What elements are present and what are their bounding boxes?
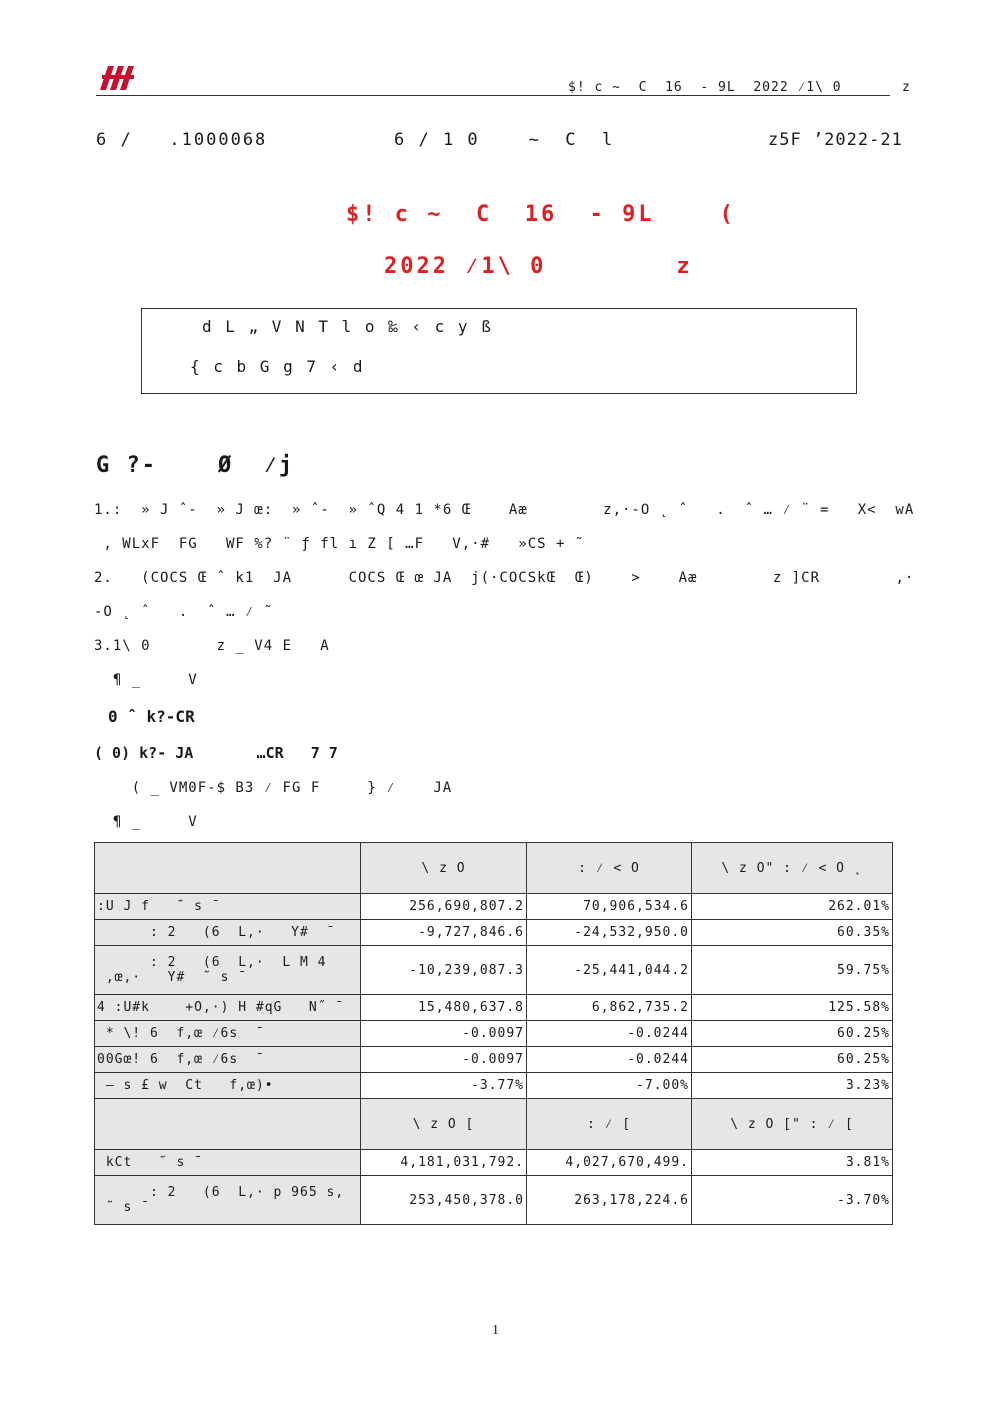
table-cell-label: : 2 (6 L,· p 965 s, ˜ s ˉ — [95, 1176, 361, 1225]
table-cell-cur: -0.0097 — [361, 1047, 527, 1073]
table-header-cell: \ z O [" : ⁄ [ — [692, 1099, 893, 1150]
announcement-number: z5F ’2022-21 — [768, 130, 903, 150]
document-title-line2: 2022 ⁄1\ 0 z — [384, 254, 693, 279]
table-cell-label: 00Gœ! 6 f,œ ⁄6s ˉ — [95, 1047, 361, 1073]
table-row — [95, 1073, 893, 1099]
paragraph-1-line1: 1.: » J ˆ- » J œ: » ˆ- » ˆQ 4 1 *6 Œ Aæ z,·-O ˛ ˆ . ˆ … ⁄ ¨ = X< wA — [94, 502, 915, 518]
table-row — [95, 1021, 893, 1047]
table-cell-cur: -3.77% — [361, 1073, 527, 1099]
unit-note-1: ¶ _ V — [94, 672, 198, 688]
table-cell-chg: 59.75% — [692, 946, 893, 995]
table-cell-prev: -0.0244 — [527, 1047, 692, 1073]
stock-name: 6 / 1 0 ~ C l — [394, 130, 615, 150]
disclaimer-line1: d L „ V N T l o ‰ ‹ c y ß — [202, 317, 493, 336]
table-cell-cur: -0.0097 — [361, 1021, 527, 1047]
table-description: ( _ VM0F-$ B3 ⁄ FG F } ⁄ JA — [94, 780, 453, 796]
table-header-cell: \ z O [ — [361, 1099, 527, 1150]
table-cell-chg: 262.01% — [692, 894, 893, 920]
table-cell-label: — s £ w Ct f,œ)• — [95, 1073, 361, 1099]
paragraph-1-line2: , WLxF FG WF %? ¨ ƒ fl ı Z [ …F V,·# »CS + ˜ — [94, 536, 585, 552]
table-cell-cur: 15,480,637.8 — [361, 995, 527, 1021]
table-cell-prev: 6,862,735.2 — [527, 995, 692, 1021]
table-cell-chg: 125.58% — [692, 995, 893, 1021]
table-cell-prev: -24,532,950.0 — [527, 920, 692, 946]
table-cell-chg: 60.25% — [692, 1047, 893, 1073]
header-divider — [96, 95, 890, 96]
paragraph-3: 3.1\ 0 z _ V4 E A — [94, 638, 330, 654]
table-cell-label: : 2 (6 L,· L M 4 ,œ,· Y# ˜ s ˉ — [95, 946, 361, 995]
table-row — [95, 995, 893, 1021]
table-cell-cur: -10,239,087.3 — [361, 946, 527, 995]
stock-code: 6 / .1000068 — [96, 130, 268, 150]
table-cell-cur: 4,181,031,792. — [361, 1150, 527, 1176]
running-header-title: $! c ~ C 16 - 9L 2022 ⁄1\ 0 — [568, 80, 842, 95]
table-header-row — [95, 843, 893, 894]
table-row — [95, 894, 893, 920]
table-header-row — [95, 1099, 893, 1150]
table-cell-label: kCt ˜ s ˉ — [95, 1150, 361, 1176]
table-row — [95, 1150, 893, 1176]
table-row — [95, 1047, 893, 1073]
table-row — [95, 1176, 893, 1225]
table-cell-chg: 60.25% — [692, 1021, 893, 1047]
table-header-cell: : ⁄ [ — [527, 1099, 692, 1150]
table-cell-prev: 4,027,670,499. — [527, 1150, 692, 1176]
table-cell-cur: 253,450,378.0 — [361, 1176, 527, 1225]
document-title-line1: $! c ~ C 16 - 9L ( — [346, 202, 736, 227]
unit-note-2: ¶ _ V — [94, 814, 198, 830]
table-cell-prev: -0.0244 — [527, 1021, 692, 1047]
table-cell-label: 4 :U#k +O,·) H #qG N˝ ˉ — [95, 995, 361, 1021]
table-cell-prev: 263,178,224.6 — [527, 1176, 692, 1225]
table-cell-chg: -3.70% — [692, 1176, 893, 1225]
running-header-mark: z — [902, 80, 911, 95]
page-number: 1 — [492, 1323, 499, 1338]
disclaimer-box — [141, 308, 857, 394]
table-cell-cur: -9,727,846.6 — [361, 920, 527, 946]
table-cell-chg: 60.35% — [692, 920, 893, 946]
table-cell-label: : 2 (6 L,· Y# ˉ — [95, 920, 361, 946]
company-logo — [96, 62, 140, 92]
sub-heading: ( 0) k?- JA …CR 7 7 — [94, 744, 338, 762]
disclaimer-line2: { c b G g 7 ‹ d — [190, 357, 365, 376]
table-cell-chg: 3.81% — [692, 1150, 893, 1176]
table-cell-prev: 70,906,534.6 — [527, 894, 692, 920]
table-cell-label: :U J f ˜ s ˉ — [95, 894, 361, 920]
table-header-cell — [95, 843, 361, 894]
table-header-cell — [95, 1099, 361, 1150]
table-cell-label: * \! 6 f,œ ⁄6s ˉ — [95, 1021, 361, 1047]
table-header-cell: \ z O — [361, 843, 527, 894]
table-cell-chg: 3.23% — [692, 1073, 893, 1099]
paragraph-2-line1: 2. (COCS Œ ˆ k1 JA COCS Œ œ JA j(·COCSkŒ Œ) > Aæ z ]CR ,· — [94, 570, 915, 586]
table-row — [95, 946, 893, 995]
paragraph-2-line2: -O ˛ ˆ . ˆ … ⁄ ˜ — [94, 604, 274, 620]
table-cell-cur: 256,690,807.2 — [361, 894, 527, 920]
table-header-cell: : ⁄ < O — [527, 843, 692, 894]
financial-data-table — [94, 842, 893, 1225]
section-heading-2: 0 ˆ k?-CR — [108, 707, 195, 726]
table-row — [95, 920, 893, 946]
section-heading-1: G ?- Ø ⁄j — [96, 453, 295, 478]
table-cell-prev: -7.00% — [527, 1073, 692, 1099]
table-cell-prev: -25,441,044.2 — [527, 946, 692, 995]
table-header-cell: \ z O" : ⁄ < O ˛ — [692, 843, 893, 894]
